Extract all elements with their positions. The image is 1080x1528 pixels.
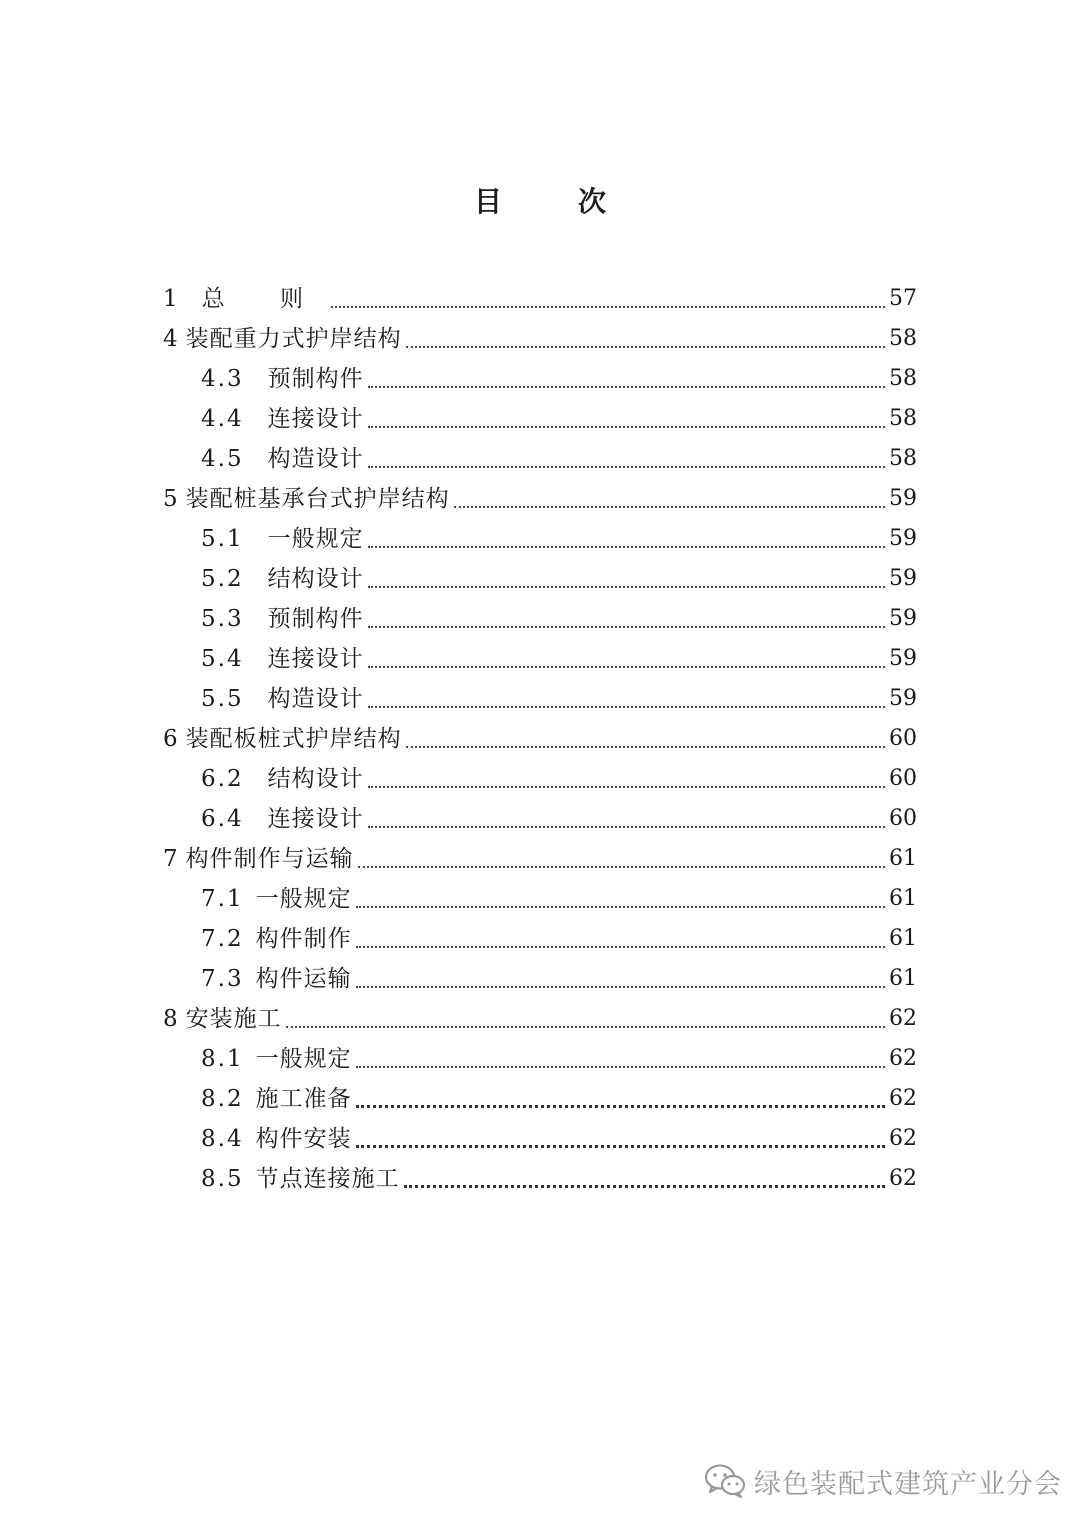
toc-entry[interactable] [163,1034,917,1074]
toc-entry-number: 8.4 [201,1126,244,1152]
toc-entry-label: 连接设计 [267,406,364,432]
watermark [704,1459,1062,1503]
toc-entry-page: 58 [889,326,917,351]
toc-entry[interactable] [163,674,917,714]
toc-entry-label: 一般规定 [255,886,352,912]
toc-entry-number: 1 [163,286,178,312]
toc-entry-label: 预制构件 [267,606,364,632]
toc-entry-page: 59 [889,486,917,511]
toc-entry[interactable] [163,1114,917,1154]
toc-entry[interactable] [163,434,917,474]
toc-entry-number: 4.4 [201,406,244,432]
toc-entry[interactable] [163,954,917,994]
toc-entry-page: 62 [889,1006,917,1031]
toc-dot-leader [286,1026,885,1028]
toc-dot-leader [356,1105,885,1108]
toc-entry-label: 一般规定 [267,526,364,552]
toc-entry-label: 连接设计 [267,646,364,672]
toc-entry[interactable] [163,834,917,874]
toc-entry-label: 结构设计 [267,566,364,592]
toc-entry-page: 59 [889,646,917,671]
toc-entry-page: 58 [889,366,917,391]
toc-entry[interactable] [163,714,917,754]
toc-entry[interactable] [163,594,917,634]
toc-entry-page: 62 [889,1166,917,1191]
toc-entry-number: 7 [163,846,178,872]
toc-entry-page: 59 [889,566,917,591]
toc-entry-number: 8 [163,1006,178,1032]
toc-dot-leader [358,866,885,868]
toc-entry-number: 8.1 [201,1046,244,1072]
toc-entry-page: 60 [889,726,917,751]
toc-entry-page: 61 [889,846,917,871]
toc-dot-leader [356,906,885,908]
toc-entry-page: 61 [889,926,917,951]
toc-dot-leader [368,466,885,468]
toc-entry-page: 59 [889,526,917,551]
toc-dot-leader [331,306,885,308]
toc-entry-page: 59 [889,686,917,711]
toc-dot-leader [368,586,885,588]
toc-entry[interactable] [163,994,917,1034]
toc-dot-leader [368,426,885,428]
toc-entry-number: 4.3 [201,366,244,392]
toc-entry-label: 施工准备 [255,1086,352,1112]
toc-entry-number: 5.4 [201,646,244,672]
toc-entry-page: 60 [889,766,917,791]
toc-entry[interactable] [163,874,917,914]
toc-entry-page: 62 [889,1126,917,1151]
toc-entry-number: 5.1 [201,526,244,552]
toc-entry[interactable] [163,394,917,434]
toc-entry[interactable] [163,354,917,394]
toc-entry-page: 57 [889,286,917,311]
page-title: 目 次 [473,185,630,218]
toc-entry-page: 62 [889,1046,917,1071]
toc-entry-label: 总 则 [201,286,327,312]
toc-dot-leader [368,786,885,788]
toc-entry-number: 8.2 [201,1086,244,1112]
toc-entry-page: 58 [889,446,917,471]
toc-entry-number: 8.5 [201,1166,244,1192]
toc-entry-number: 5 [163,486,178,512]
watermark-text: 绿色装配式建筑产业分会 [754,1468,1062,1500]
toc-entry-label: 构件运输 [255,966,352,992]
toc-entry[interactable] [163,314,917,354]
toc-dot-leader [406,746,885,748]
toc-entry-label: 结构设计 [267,766,364,792]
toc-entry-label: 一般规定 [255,1046,352,1072]
toc-entry-page: 61 [889,966,917,991]
toc-entry-number: 5.5 [201,686,244,712]
toc-dot-leader [356,1145,885,1148]
toc-entry[interactable] [163,554,917,594]
toc-dot-leader [404,1185,885,1188]
toc-entry-label: 预制构件 [267,366,364,392]
toc-dot-leader [368,706,885,708]
toc-dot-leader [356,946,885,948]
toc-dot-leader [356,986,885,988]
toc-entry-label: 安装施工 [185,1006,282,1032]
toc-entry-label: 构造设计 [267,686,364,712]
toc-entry-page: 59 [889,606,917,631]
toc-entry-number: 7.3 [201,966,244,992]
toc-entry-number: 7.2 [201,926,244,952]
toc-entry[interactable] [163,794,917,834]
toc-dot-leader [368,546,885,548]
wechat-icon [704,1463,746,1499]
toc-entry-number: 6.2 [201,766,244,792]
toc-entry-label: 装配板桩式护岸结构 [185,726,402,752]
toc-dot-leader [356,1066,885,1068]
toc-entry[interactable] [163,914,917,954]
toc-entry-label: 节点连接施工 [255,1166,400,1192]
toc-entry-page: 62 [889,1086,917,1111]
table-of-contents [163,274,917,1194]
toc-dot-leader [368,626,885,628]
toc-entry[interactable] [163,634,917,674]
toc-entry-label: 构件制作 [255,926,352,952]
toc-entry-number: 4 [163,326,178,352]
toc-entry-label: 构件制作与运输 [185,846,354,872]
toc-entry[interactable] [163,1074,917,1114]
toc-entry-number: 5.2 [201,566,244,592]
toc-entry-label: 装配重力式护岸结构 [185,326,402,352]
toc-entry-page: 60 [889,806,917,831]
toc-entry-page: 61 [889,886,917,911]
toc-entry-number: 6.4 [201,806,244,832]
toc-entry[interactable] [163,274,917,314]
toc-entry-label: 构件安装 [255,1126,352,1152]
toc-entry-label: 装配桩基承台式护岸结构 [185,486,450,512]
toc-entry[interactable] [163,474,917,514]
toc-entry[interactable] [163,1154,917,1194]
toc-entry[interactable] [163,754,917,794]
toc-dot-leader [454,506,885,508]
toc-entry-page: 58 [889,406,917,431]
toc-dot-leader [406,346,885,348]
toc-entry-number: 4.5 [201,446,244,472]
toc-entry-number: 5.3 [201,606,244,632]
toc-entry-label: 构造设计 [267,446,364,472]
toc-dot-leader [368,666,885,668]
toc-entry-number: 7.1 [201,886,244,912]
toc-dot-leader [368,826,885,828]
toc-dot-leader [368,386,885,388]
toc-entry[interactable] [163,514,917,554]
toc-entry-label: 连接设计 [267,806,364,832]
toc-entry-number: 6 [163,726,178,752]
